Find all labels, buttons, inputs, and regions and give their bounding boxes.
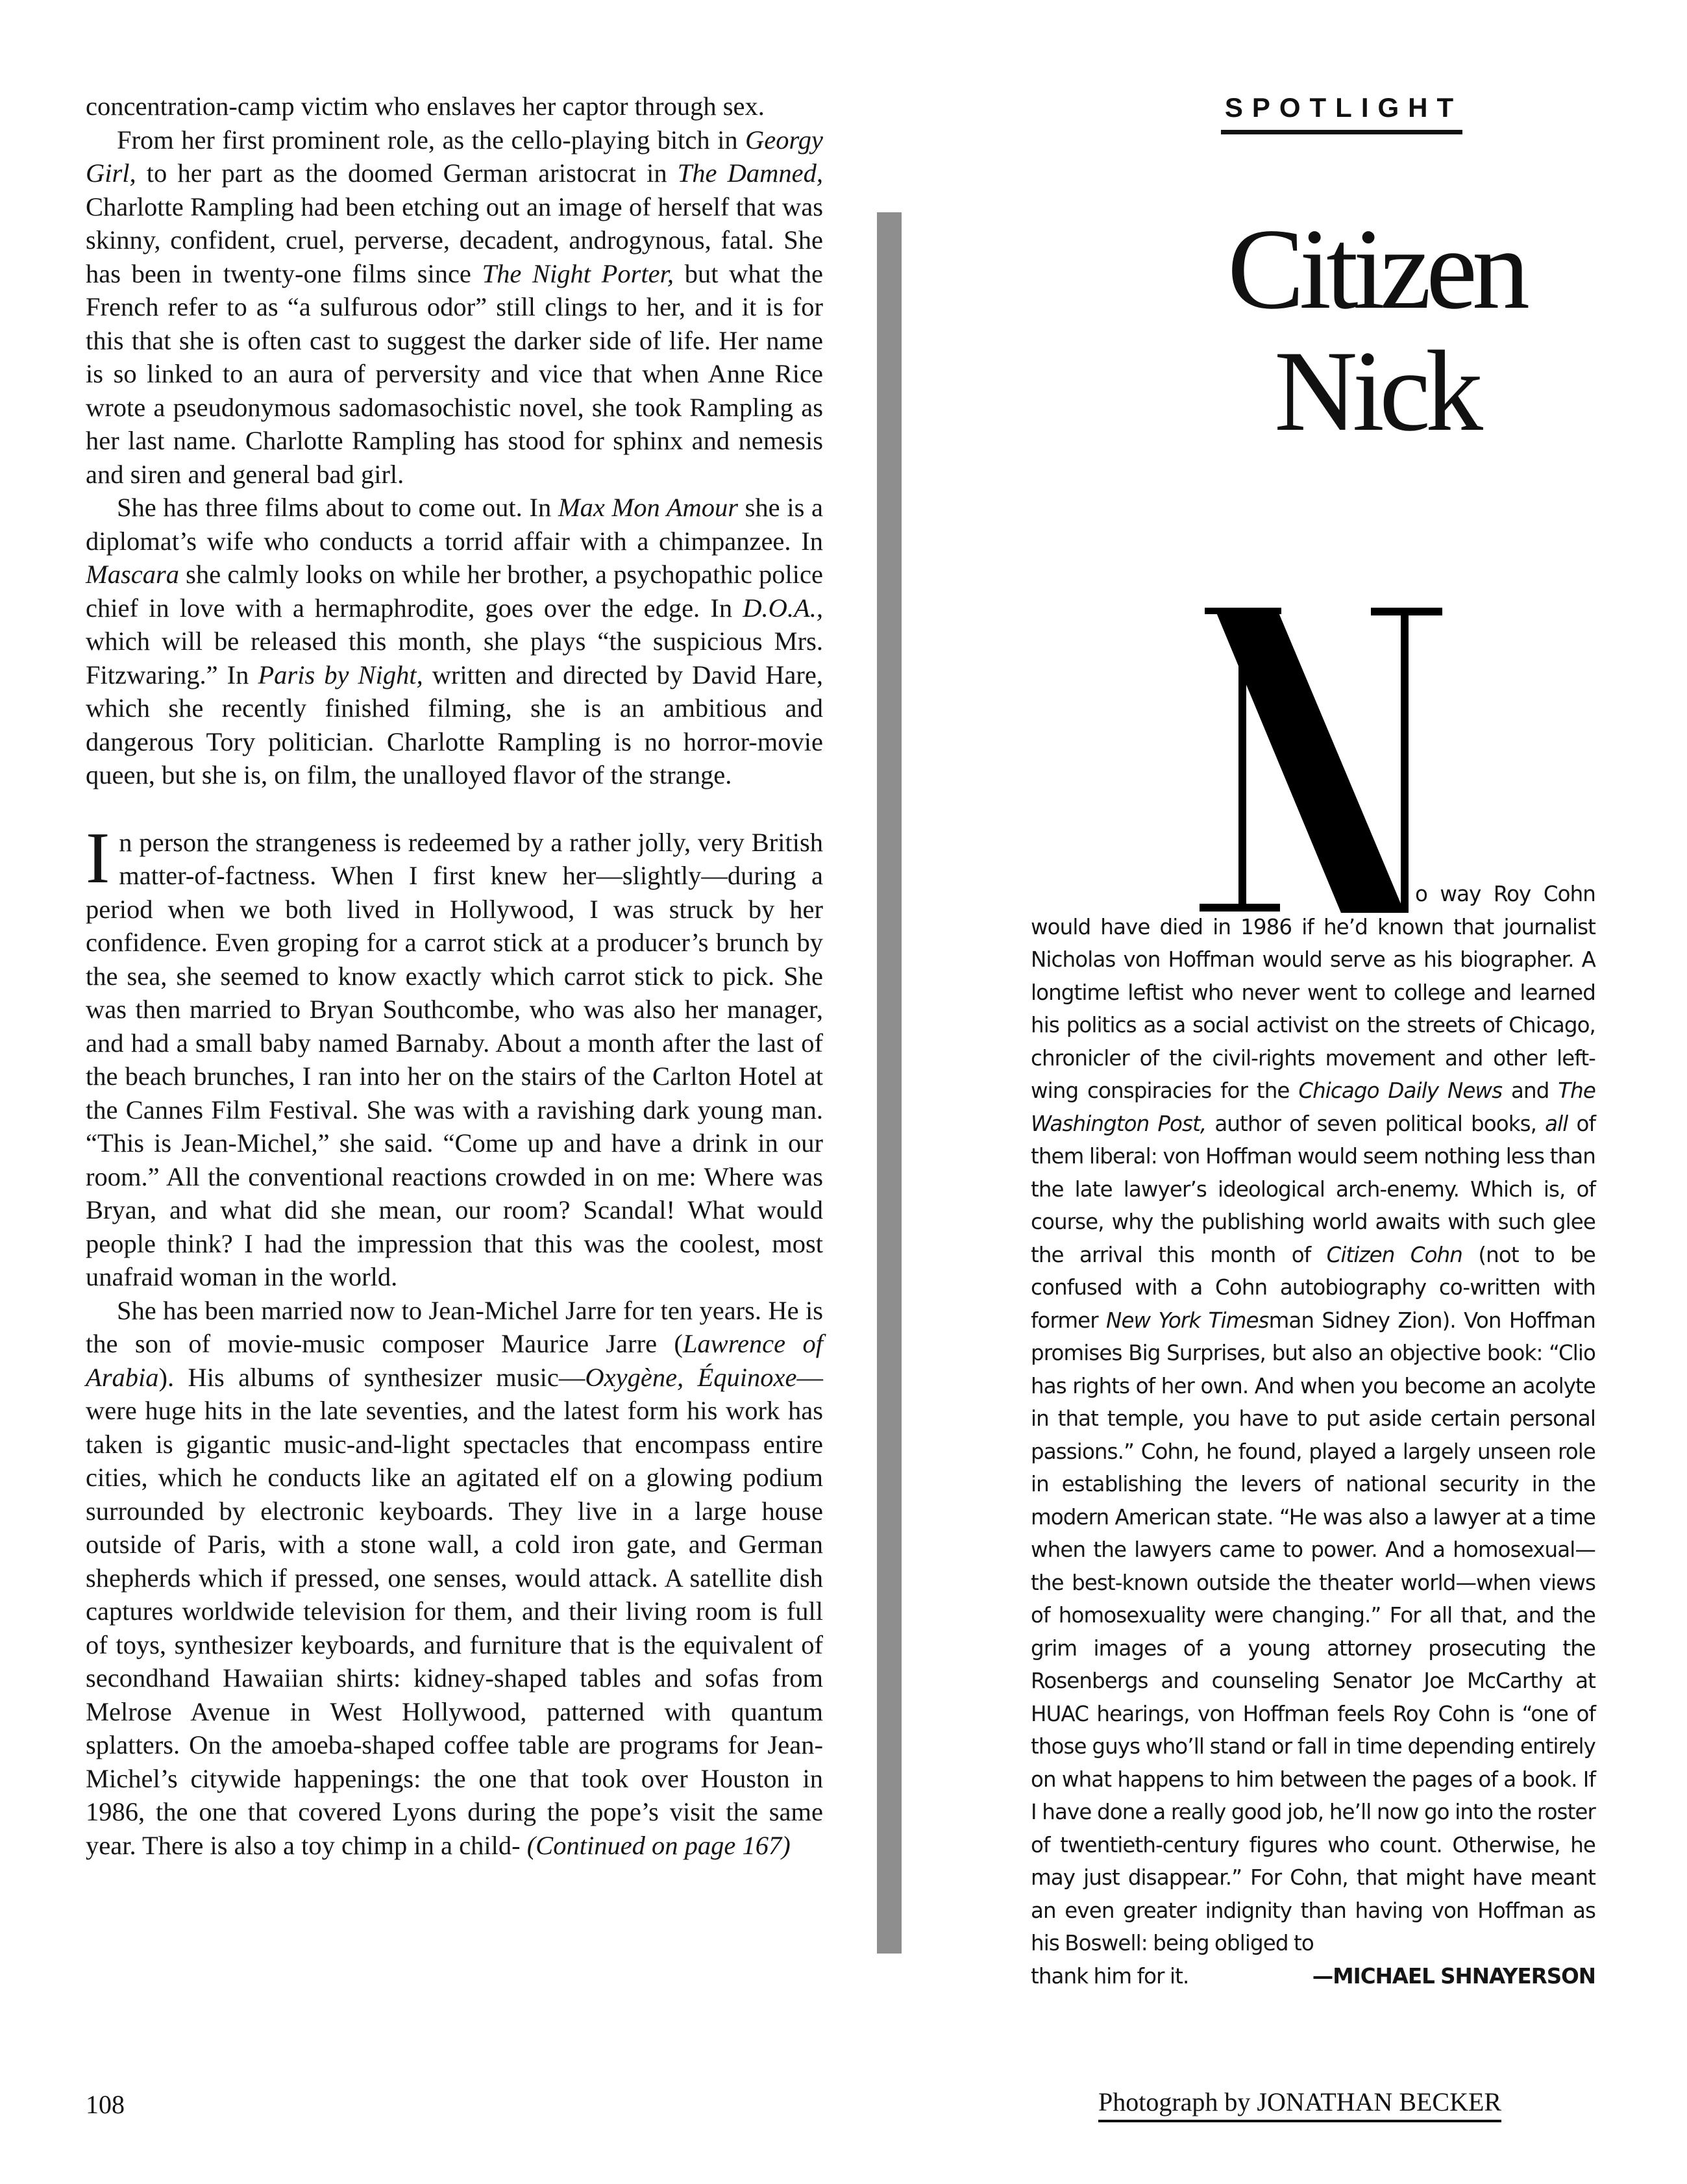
- vertical-divider-bar: [877, 212, 902, 1954]
- film-title: The Damned,: [677, 158, 823, 188]
- publication-name: Chicago Daily News: [1298, 1078, 1503, 1103]
- section-kicker: SPOTLIGHT: [1221, 92, 1462, 134]
- article-column-right: [1031, 878, 1595, 1992]
- continued-note: (Continued on page 167): [526, 1830, 791, 1860]
- section-dropcap: I: [86, 817, 110, 899]
- film-title: Paris by Night,: [258, 660, 423, 689]
- byline: —MICHAEL SHNAYERSON: [1312, 1963, 1595, 1989]
- closing-line: thank him for it. —MICHAEL SHNAYERSON: [1031, 1960, 1595, 1993]
- lead-in: o way Roy Cohn: [1415, 882, 1595, 906]
- film-title: D.O.A.,: [743, 593, 823, 623]
- album-titles: Oxygène, Équinoxe: [585, 1362, 797, 1392]
- publication-name: The Washington Post,: [1031, 1078, 1595, 1136]
- dropcap-n-letter: [1200, 608, 1453, 913]
- article-column-left: [86, 90, 823, 1862]
- spotlight-paragraph: o way Roy Cohn would have died in 1986 if he’d known that journalist Nicholas von Hoffman would serve as his biographer. A longtime leftist who never went to college and learned his politics as a social activist on the streets of Chicago, chronicler of the civil-rights movement and other left-wing conspiracies for the Chicago Daily News and The Washington Post, author of seven political books, all of them liberal: von Hoffman would seem nothing less than the late lawyer’s ideological arch-enemy. Which is, of course, why the publishing world awaits with such glee the arrival this month of Citizen Cohn (not to be confused with a Cohn autobiography co-written with former New York Timesman Sidney Zion). Von Hoffman promises Big Surprises, but also an objective book: “Clio has rights of her own. And when you become an acolyte in that temple, you have to put aside certain personal passions.” Cohn, he found, played a largely unseen role in establishing the levers of national security in the modern American state. “He was also a lawyer at a time when the lawyers came to power. And a homosexual—the best-known outside the theater world—when views of homosexuality were changing.” For all that, and the grim images of a young attorney prosecuting the Rosenbergs and counseling Senator Joe McCarthy at HUAC hearings, von Hoffman feels Roy Cohn is “one of those guys who’ll stand or fall in time depending entirely on what happens to him between the pages of a book. If I have done a really good job, he’ll now go into the roster of twentieth-century figures who count. Otherwise, he may just disappear.” For Cohn, that might have meant an even greater indignity than having von Hoffman as his Boswell: being obliged to: [1031, 882, 1596, 1955]
- film-title: Lawrence of Arabia: [86, 1329, 823, 1392]
- paragraph-5: She has been married now to Jean-Michel Jarre for ten years. He is the son of movie-music composer Maurice Jarre (Lawrence of Arabia). His albums of synthesizer music—Oxygène, Équinoxe—were huge hits in the late seventies, and the latest form his work has taken is gigantic music-and-light spectacles that encompass entire cities, which he conducts like an agitated elf on a glowing podium surrounded by electronic keyboards. They live in a large house outside of Paris, with a stone wall, a cold iron gate, and German shepherds which if pressed, one senses, would attack. A satellite dish captures worldwide television for them, and their living room is full of toys, synthesizer keyboards, and furniture that is the equivalent of secondhand Hawaiian shirts: kidney-shaped tables and sofas from Melrose Avenue in West Hollywood, patterned with quantum splatters. On the amoeba-shaped coffee table are programs for Jean-Michel’s citywide happenings: the one that took over Houston in 1986, the one that covered Lyons during the pope’s visit the same year. There is also a toy chimp in a child- (Continued on page 167): [86, 1295, 823, 1860]
- book-title: Citizen Cohn: [1326, 1242, 1462, 1267]
- film-title: Max Mon Amour: [558, 493, 738, 522]
- photo-credit: Photograph by JONATHAN BECKER: [1098, 2087, 1501, 2122]
- page-number: 108: [86, 2090, 125, 2119]
- headline-line-1: Citizen: [1227, 205, 1525, 333]
- paragraph-3: She has three films about to come out. In Max Mon Amour she is a diplomat’s wife who conducts a torrid affair with a chimpanzee. In Mascara she calmly looks on while her brother, a psychopathic police chief in love with a hermaphrodite, goes over the edge. In D.O.A., which will be released this month, she plays “the suspicious Mrs. Fitzwaring.” In Paris by Night, written and directed by David Hare, which she recently finished filming, she is an ambitious and dangerous Tory politician. Charlotte Rampling is no horror-movie queen, but she is, on film, the unalloyed flavor of the strange.: [86, 493, 824, 789]
- paragraph-4: In person the strangeness is redeemed by a rather jolly, very British matter-of-factness. When I first knew her—slightly—during a period when we both lived in Hollywood, I was struck by her confidence. Even groping for a carrot stick at a producer’s brunch by the sea, she seemed to know exactly which carrot stick to pick. She was then married to Bryan Southcombe, who was also her manager, and had a small baby named Barnaby. About a month after the last of the beach brunches, I ran into her on the stairs of the Carlton Hotel at the Cannes Film Festival. She was with a ravishing dark young man. “This is Jean-Michel,” she said. “Come up and have a drink in our room.” All the conventional reactions crowded in on me: Where was Bryan, and what did she mean, our room? Scandal! What would people think? I had the impression that this was the coolest, most unafraid woman in the world.: [86, 817, 823, 1291]
- paragraph-1: concentration-camp victim who enslaves her captor through sex.: [86, 92, 765, 121]
- headline-line-2: Nick: [1274, 327, 1478, 455]
- film-title: Mascara: [86, 560, 179, 589]
- film-title: The Night Porter,: [482, 258, 674, 288]
- publication-name: New York Times: [1106, 1308, 1269, 1333]
- film-title: Georgy Girl,: [86, 125, 823, 188]
- section-kicker-wrap: [1189, 92, 1494, 134]
- headline: [1065, 205, 1687, 455]
- paragraph-2: From her first prominent role, as the cello-playing bitch in Georgy Girl, to her part as the doomed German aristocrat in The Damned, Charlotte Rampling had been etching out an image of herself that was skinny, confident, cruel, perverse, decadent, androgynous, fatal. She has been in twenty-one films since The Night Porter, but what the French refer to as “a sulfurous odor” still clings to her, and it is for this that she is often cast to suggest the darker side of life. Her name is so linked to an aura of perversity and vice that when Anne Rice wrote a pseudonymous sadomasochistic novel, she took Rampling as her last name. Charlotte Rampling has stood for sphinx and nemesis and siren and general bad girl.: [86, 125, 823, 489]
